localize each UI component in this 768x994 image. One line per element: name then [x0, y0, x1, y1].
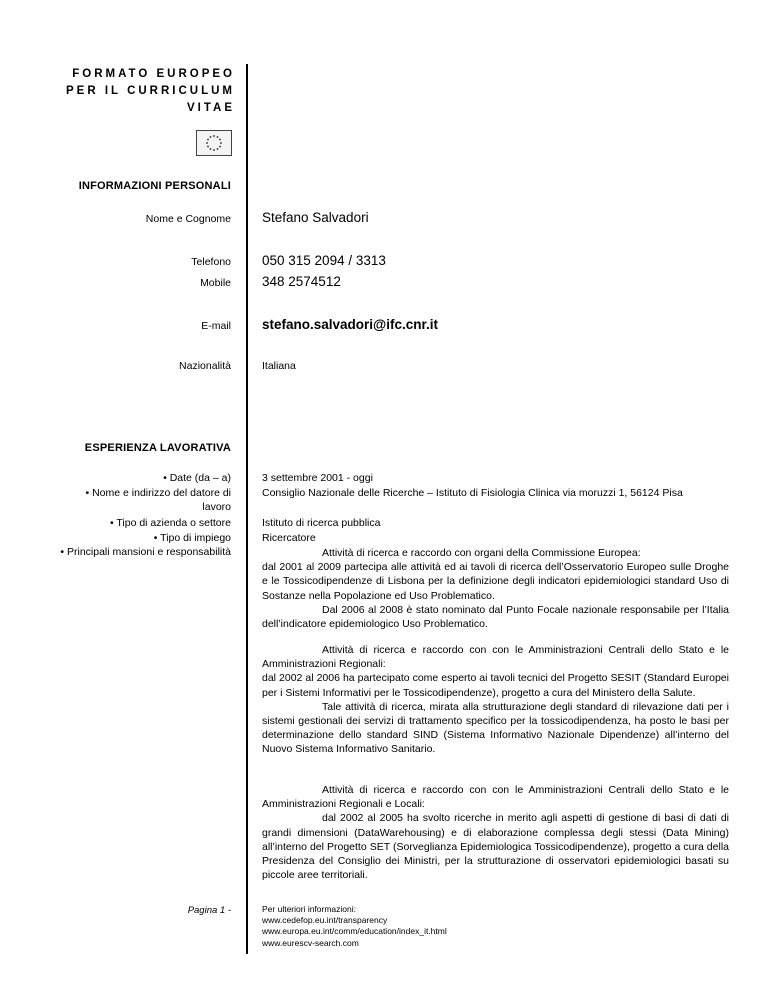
phone-label: Telefono: [191, 256, 231, 268]
duties-3-body: dal 2002 al 2005 ha svolto ricerche in merito agli aspetti di gestione di basi di dati di grandi dimensioni (DataWarehousing) e di elaborazione complessa degli stessi (Data Mining) all’interno del Progetto SET (Sorveglianza Epidemiologica Tossicodipendenze), progetto a cura della Presidenza del Consiglio dei Ministri, per la strutturazione di osservatori epidemiologici basati su piccole aree territoriali.: [262, 812, 729, 882]
header-line-1: FORMATO EUROPEO: [72, 68, 235, 80]
footer-link-cedefop[interactable]: www.cedefop.eu.int/transparency: [262, 915, 388, 926]
duties-label: • Principali mansioni e responsabilità: [60, 546, 231, 558]
employer-label: • Nome e indirizzo del datore di: [85, 487, 231, 499]
duties-2-body: dal 2002 al 2006 ha partecipato come esperto ai tavoli tecnici del Progetto SESIT (Standard Europei per i Sistemi Informativi per le Tossicodipendenze), progetto a cura del Ministero della Salute.: [262, 672, 729, 699]
mobile-label: Mobile: [200, 277, 231, 289]
date-label: • Date (da – a): [163, 472, 231, 484]
nationality-value: Italiana: [262, 360, 296, 372]
duties-1-note: Dal 2006 al 2008 è stato nominato dal Punto Focale nazionale responsabile per l’Italia dell’indicatore epidemiologico Uso Problematico.: [262, 603, 729, 631]
duties-block-2: [262, 643, 729, 757]
page-number: Pagina 1 -: [187, 905, 231, 916]
duties-2-note: Tale attività di ricerca, mirata alla strutturazione degli standard di rilevazione dati per i sistemi gestionali dei servizi di trattamento specifico per la tossicodipendenza, ha posto le basi per determinazione dello standard SIND (Sistema Informativo Nazionale Dipendenze) all’interno del Nuovo Sistema Informativo Sanitario.: [262, 700, 729, 756]
duties-1-heading: Attività di ricerca e raccordo con organi della Commissione Europea:: [322, 547, 641, 559]
email-label: E-mail: [201, 320, 231, 332]
duties-3-heading: Attività di ricerca e raccordo con con le Amministrazioni Centrali dello Stato e le Amministrazioni Regionali e Locali:: [262, 784, 729, 811]
date-value: 3 settembre 2001 - oggi: [262, 472, 373, 484]
duties-1-body: dal 2001 al 2009 partecipa alle attività ed ai tavoli di ricerca dell’Osservatorio Europeo sulle Droghe e le Tossicodipendenze di Lisbona per la definizione degli indicatori epidemiologici standard Uso di Sostanze nella Popolazione ed Uso Problematico.: [262, 561, 729, 602]
footer-link-eurescv[interactable]: www.eurescv-search.com: [262, 937, 359, 948]
email-value: stefano.salvadori@ifc.cnr.it: [262, 317, 438, 332]
footer-info-title: Per ulteriori informazioni:: [262, 904, 357, 914]
name-value: Stefano Salvadori: [262, 210, 369, 225]
vertical-divider: [246, 64, 248, 954]
section-title-personal: INFORMAZIONI PERSONALI: [78, 180, 231, 192]
employer-value: Consiglio Nazionale delle Ricerche – Istituto di Fisiologia Clinica via moruzzi 1, 56124 Pisa: [262, 487, 683, 499]
eu-flag-icon: [196, 130, 232, 156]
sector-value: Istituto di ricerca pubblica: [262, 517, 381, 529]
employer-label-cont: lavoro: [202, 501, 231, 513]
header-line-3: VITAE: [186, 102, 235, 114]
section-title-work: ESPERIENZA LAVORATIVA: [84, 442, 231, 454]
name-label: Nome e Cognome: [145, 213, 231, 225]
job-label: • Tipo di impiego: [153, 532, 231, 544]
footer-link-europa[interactable]: www.europa.eu.int/comm/education/index_it.html: [262, 926, 447, 937]
sector-label: • Tipo di azienda o settore: [109, 517, 231, 529]
phone-value: 050 315 2094 / 3313: [262, 253, 386, 268]
cv-format-title: [40, 66, 235, 117]
duties-block-1: [262, 546, 729, 631]
job-value: Ricercatore: [262, 532, 316, 544]
mobile-value: 348 2574512: [262, 274, 341, 289]
duties-2-heading: Attività di ricerca e raccordo con con le Amministrazioni Centrali dello Stato e le Amministrazioni Regionali:: [262, 644, 729, 671]
footer-info: [262, 904, 447, 949]
header-line-2: PER IL CURRICULUM: [66, 85, 235, 97]
duties-block-3: [262, 783, 729, 882]
nationality-label: Nazionalità: [179, 360, 231, 372]
